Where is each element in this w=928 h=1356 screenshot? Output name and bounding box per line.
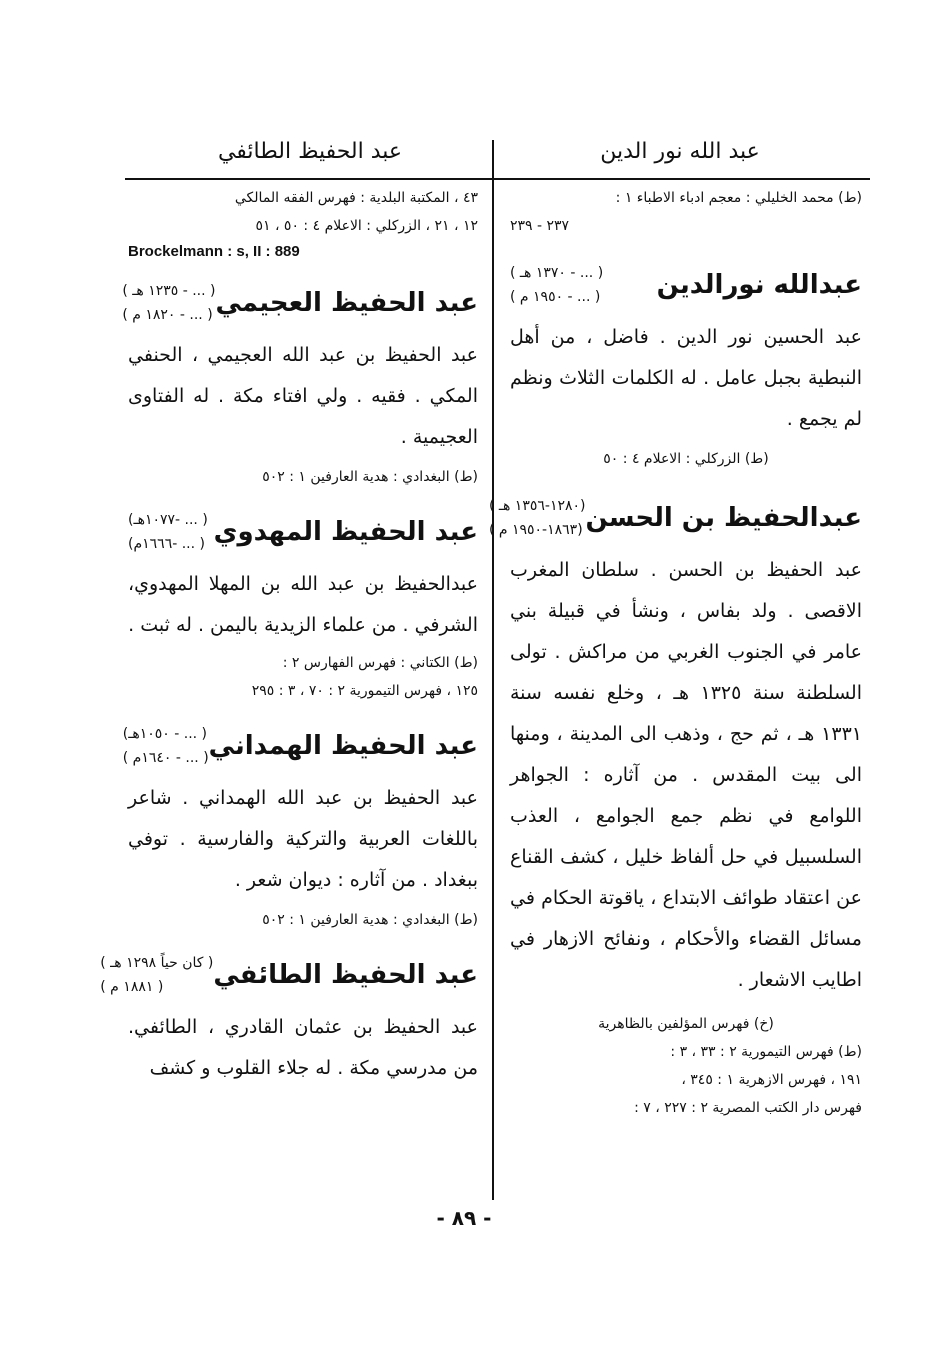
- column-divider: [492, 140, 494, 1200]
- entry-biography: عبد الحسين نور الدين . فاضل ، من أهل النبطية بجبل عامل . له الكلمات الثلاث ونظم لم يجمع .: [510, 326, 862, 430]
- entry-biography: عبد الحفيظ بن عثمان القادري ، الطائفي. من مدرسي مكة . له جلاء القلوب و كشف: [128, 1016, 478, 1079]
- date-gregorian: ( ... - ١٩٥٠ م ): [510, 289, 601, 305]
- reference-line: ١٢٥ ، فهرس التيمورية ٢ : ٧٠ ، ٣ : ٢٩٥: [251, 683, 478, 699]
- reference-line: (ط) الزركلي : الاعلام ٤ : ٥٠: [603, 451, 769, 467]
- header-rule: [125, 178, 870, 180]
- entry-name: عبدالله نورالدين: [656, 270, 862, 300]
- entry-al-ujaymi: [122, 279, 478, 490]
- entry-al-hamadani: [122, 722, 478, 933]
- reference-line: ٢٣٧ - ٢٣٩: [510, 218, 570, 234]
- entry-al-taifi: [100, 951, 478, 1089]
- left-column: [100, 185, 478, 1089]
- running-head-left: عبد الحفيظ الطائفي: [217, 139, 403, 164]
- entry-name: عبد الحفيظ الهمداني: [208, 731, 478, 761]
- date-gregorian: ( ... -١٦٦٦م): [128, 536, 205, 552]
- reference-line: ١٢ ، ٢١ ، الزركلي : الاعلام ٤ : ٥٠ ، ٥١: [255, 218, 478, 234]
- reference-line: فهرس دار الكتب المصرية ٢ : ٢٢٧ ، ٧ :: [634, 1100, 862, 1116]
- date-gregorian: ( ... - ١٨٢٠ م ): [122, 307, 213, 323]
- entry-biography: عبد الحفيظ بن الحسن . سلطان المغرب الاقصى . ولد بفاس ، ونشأ في قبيلة بني عامر في الجنوب الغربي من مراكش . تولى السلطنة سنة ١٣٢٥ هـ ، وخلع نفسه سنة ١٣٣١ هـ ، ثم حج ، وذهب الى المدينة ، ومنها الى بيت المقدس . من آثاره : الجواهر اللوامع في نظم جمع الجوامع ، العذب السلسبيل في حل ألفاظ خليل ، كشف القناع عن اعتقاد طوائف الابتداع ، ياقوتة الحكام في مسائل القضاء والأحكام ، ونفائح الازهار في اطايب الاشعار .: [510, 559, 862, 991]
- date-gregorian: ( ١٨٨١ م ): [100, 979, 164, 995]
- reference-line: (ط) الكتاني : فهرس الفهارس ٢ :: [282, 655, 478, 671]
- date-hijri: ( كان حياً ١٢٩٨ هـ ): [100, 955, 214, 971]
- entry-nur-al-din: [510, 261, 862, 472]
- entry-biography: عبد الحفيظ بن عبد الله العجيمي ، الحنفي المكي . فقيه . ولي افتاء مكة . له الفتاوى العجيمية .: [128, 344, 478, 448]
- reference-line: ١٩١ ، فهرس الازهرية ١ : ٣٤٥ ،: [681, 1072, 862, 1088]
- reference-line: (ط) فهرس التيمورية ٢ : ٣٣ ، ٣ :: [670, 1044, 862, 1060]
- entry-biography: عبد الحفيظ بن عبد الله الهمداني . شاعر باللغات العربية والتركية والفارسية . توفي ببغداد . من آثاره : ديوان شعر .: [128, 787, 478, 891]
- date-gregorian: (١٨٦٣-١٩٥٠ م ): [488, 522, 583, 538]
- entry-name: عبدالحفيظ بن الحسن: [585, 503, 862, 533]
- reference-line: (ط) محمد الخليلي : معجم ادباء الاطباء ١ :: [615, 190, 862, 206]
- entry-al-mahdawi: [128, 508, 478, 704]
- entry-biography: عبدالحفيظ بن عبد الله بن المهلا المهدوي، الشرفي . من علماء الزيدية باليمن . له ثبت .: [128, 573, 478, 636]
- running-head-right: عبد الله نور الدين: [600, 139, 760, 164]
- right-column: [488, 185, 862, 1123]
- date-hijri: ( ... - ١٣٧٠ هـ ): [510, 265, 604, 281]
- entry-name: عبد الحفيظ الطائفي: [213, 960, 478, 990]
- entry-name: عبد الحفيظ المهدوي: [213, 517, 478, 547]
- date-hijri: ( ... -١٠٧٧هـ): [128, 512, 208, 528]
- reference-line: (ط) البغدادي : هدية العارفين ١ : ٥٠٢: [262, 469, 478, 485]
- date-hijri: (١٢٨٠-١٣٥٦ هـ ): [488, 498, 586, 514]
- page-number: - ٨٩ -: [436, 1206, 492, 1230]
- latin-reference: Brockelmann : s, II : 889: [128, 243, 300, 260]
- entry-abd-al-hafiz-bin-al-hasan: [488, 494, 862, 1121]
- date-hijri: ( ... - ١٢٣٥ هـ ): [122, 283, 216, 299]
- reference-line: ٤٣ ، المكتبة البلدية : فهرس الفقه المالكي: [234, 190, 478, 206]
- reference-line: (خ) فهرس المؤلفين بالظاهرية: [598, 1016, 774, 1032]
- reference-line: (ط) البغدادي : هدية العارفين ١ : ٥٠٢: [262, 912, 478, 928]
- date-gregorian: ( ... - ١٦٤٠م ): [122, 750, 209, 766]
- date-hijri: ( ... - ١٠٥٠هـ): [122, 726, 208, 742]
- entry-name: عبد الحفيظ العجيمي: [215, 288, 478, 318]
